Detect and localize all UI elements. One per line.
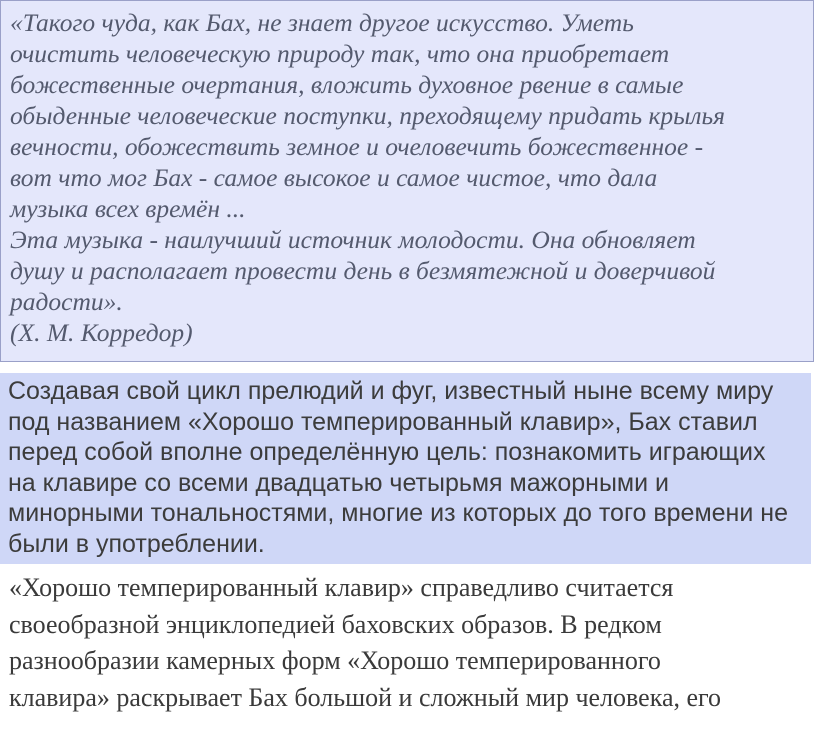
paragraph-line: Создавая свой цикл прелюдий и фуг, известный ныне всему миру — [8, 377, 774, 405]
quote-line: радости». — [10, 287, 123, 316]
quote-line: вот что мог Бах - самое высокое и самое чистое, что дала — [10, 163, 658, 192]
quote-line: очистить человеческую природу так, что она приобретает — [10, 39, 670, 68]
body-paragraph — [0, 570, 816, 716]
paragraph-line: своеобразной энциклопедией баховских образов. В редком — [9, 609, 662, 639]
paragraph-line: «Хорошо темперированный клавир» справедливо считается — [9, 573, 674, 602]
paragraph-line: клавира» раскрывает Бах большой и сложный мир человека, его — [9, 682, 722, 712]
quote-line: божественные очертания, вложить духовное рвение в самые — [10, 70, 684, 99]
paragraph-line: минорными тональностями, многие из которых до того времени не — [8, 499, 788, 528]
quote-line: душу и располагает провести день в безмятежной и доверчивой — [10, 256, 716, 285]
paragraph-line: разнообразии камерных форм «Хорошо темперированного — [9, 646, 661, 675]
quote-line: вечности, обожествить земное и очеловечить божественное - — [10, 132, 704, 161]
paragraph-line: перед собой вполне определённую цель: познакомить играющих — [8, 438, 766, 467]
paragraph-line: на клавире со всеми двадцатью четырьмя мажорными и — [8, 468, 669, 497]
highlighted-paragraph — [0, 373, 811, 564]
quote-line: обыденные человеческие поступки, преходящему придать крылья — [10, 101, 725, 130]
quote-line: Эта музыка - наилучший источник молодости. Она обновляет — [10, 225, 696, 254]
paragraph-line: под названием «Хорошо темперированный клавир», Бах ставил — [8, 407, 758, 436]
quote-line: «Такого чуда, как Бах, не знает другое искусство. Уметь — [10, 8, 634, 37]
quote-line: музыка всех времён ... — [10, 194, 246, 223]
paragraph-line: были в употреблении. — [8, 529, 265, 558]
quote-attribution: (Х. М. Корредор) — [10, 318, 193, 347]
epigraph-quote-box — [0, 0, 814, 362]
